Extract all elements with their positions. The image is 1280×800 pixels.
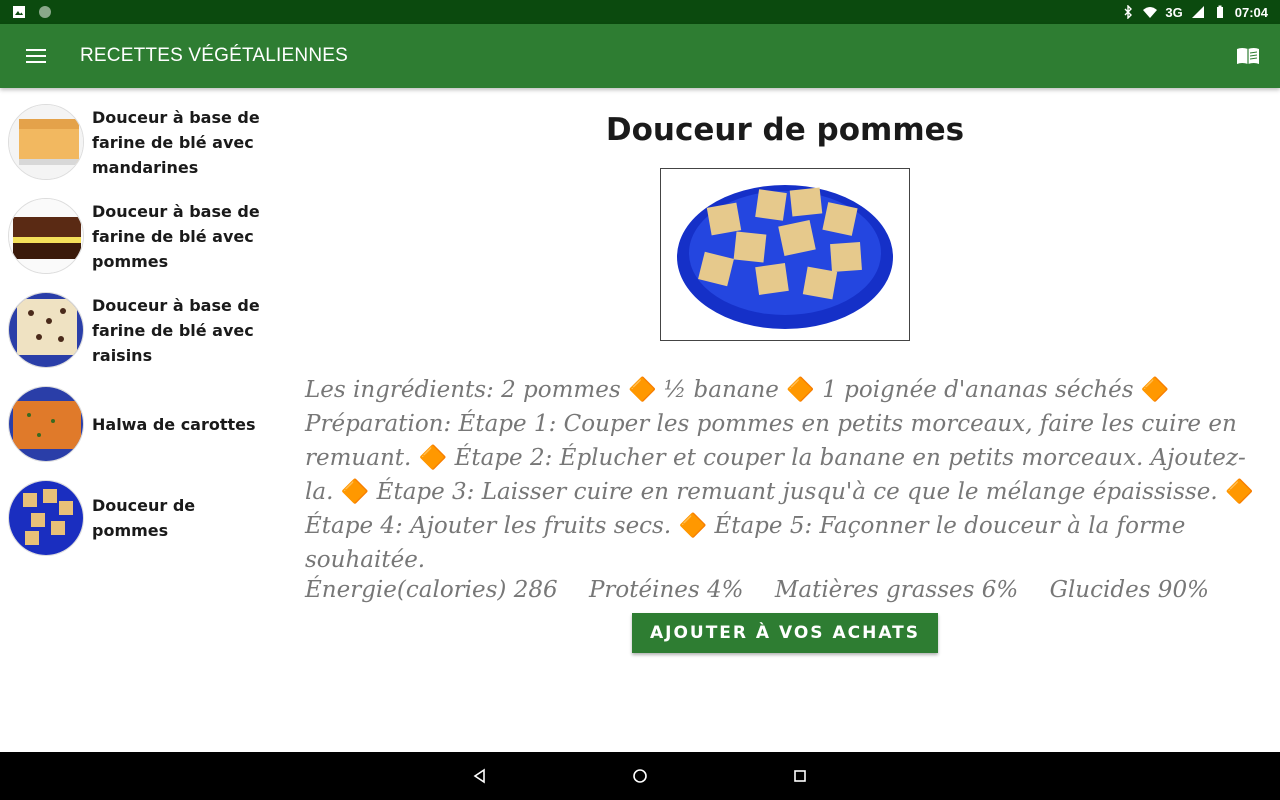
add-to-shopping-button[interactable]: AJOUTER À VOS ACHATS <box>632 613 938 653</box>
ingredient-pineapple: 1 poignée d'ananas séchés <box>822 377 1134 403</box>
recipe-item-raisins[interactable] <box>0 292 290 368</box>
recipe-item-carottes[interactable] <box>0 386 290 462</box>
book-icon <box>1236 47 1260 65</box>
recipe-text <box>305 373 1265 577</box>
recipe-item-label: Douceur à base de farine de blé avec mandarines <box>92 107 260 177</box>
recipe-photo <box>660 168 910 341</box>
back-button[interactable] <box>465 761 495 791</box>
recipe-item-douceur-pommes[interactable] <box>0 480 290 556</box>
recipe-item-label: Douceur à base de farine de blé avec raisins <box>92 295 260 365</box>
recipe-thumbnail <box>8 198 84 274</box>
menu-icon <box>26 49 46 63</box>
diamond-icon: 🔶 <box>418 445 448 471</box>
prep-step-4: Étape 4: Ajouter les fruits secs. <box>305 513 672 539</box>
signal-icon <box>1191 5 1205 19</box>
protein-value: Protéines 4% <box>588 577 744 603</box>
recents-icon <box>793 769 807 783</box>
home-icon <box>632 768 648 784</box>
image-icon <box>12 5 26 19</box>
diamond-icon: 🔶 <box>786 377 815 403</box>
recipe-item-mandarines[interactable] <box>0 104 290 180</box>
recipe-item-pommes[interactable] <box>0 198 290 274</box>
status-bar <box>0 0 1280 24</box>
recipe-item-label: Halwa de carottes <box>92 414 256 434</box>
recipe-thumbnail <box>8 386 84 462</box>
recipe-item-label: Douceur à base de farine de blé avec pommes <box>92 201 260 271</box>
app-title: RECETTES VÉGÉTALIENNES <box>80 45 348 66</box>
prep-step-5: Étape 5: Façonner le douceur à la forme souhaitée. <box>305 513 1186 573</box>
carbs-value: Glucides 90% <box>1049 577 1209 603</box>
wifi-icon <box>1143 5 1157 19</box>
menu-button[interactable] <box>0 24 72 88</box>
circle-icon <box>38 5 52 19</box>
network-type: 3G <box>1165 4 1183 20</box>
recipe-item-label: Douceur de pommes <box>92 496 196 540</box>
energy-value: Énergie(calories) 286 <box>305 577 558 603</box>
battery-icon <box>1213 5 1227 19</box>
fat-value: Matières grasses 6% <box>774 577 1019 603</box>
diamond-icon: 🔶 <box>678 513 708 539</box>
recipe-title: Douceur de pommes <box>605 112 965 148</box>
recents-button[interactable] <box>785 761 815 791</box>
nutrition-info <box>305 577 1270 603</box>
book-button[interactable] <box>1216 24 1280 88</box>
prep-step-3: Étape 3: Laisser cuire en remuant jusqu'à ce que le mélange épaississe. <box>376 479 1218 505</box>
recipe-thumbnail <box>8 292 84 368</box>
diamond-icon: 🔶 <box>340 479 370 505</box>
recipe-thumbnail <box>8 104 84 180</box>
recipe-thumbnail <box>8 480 84 556</box>
diamond-icon: 🔶 <box>1224 479 1254 505</box>
diamond-icon: 🔶 <box>627 377 657 403</box>
recipe-detail <box>300 88 1270 752</box>
ingredient-banana: ½ banane <box>663 377 779 403</box>
diamond-icon: 🔶 <box>1140 377 1170 403</box>
recipe-list <box>0 88 290 752</box>
app-bar <box>0 24 1280 88</box>
home-button[interactable] <box>625 761 655 791</box>
bluetooth-icon <box>1121 5 1135 19</box>
prep-step-2: Étape 2: Éplucher et couper la banane en petits morceaux. Ajoutez-la. <box>305 445 1246 505</box>
clock: 07:04 <box>1234 4 1268 20</box>
navigation-bar <box>0 752 1280 800</box>
prep-step-1: Préparation: Étape 1: Couper les pommes en petits morceaux, faire les cuire en remuant. <box>305 411 1237 471</box>
back-icon <box>472 768 488 784</box>
ingredients-text: Les ingrédients: 2 pommes <box>305 377 621 403</box>
